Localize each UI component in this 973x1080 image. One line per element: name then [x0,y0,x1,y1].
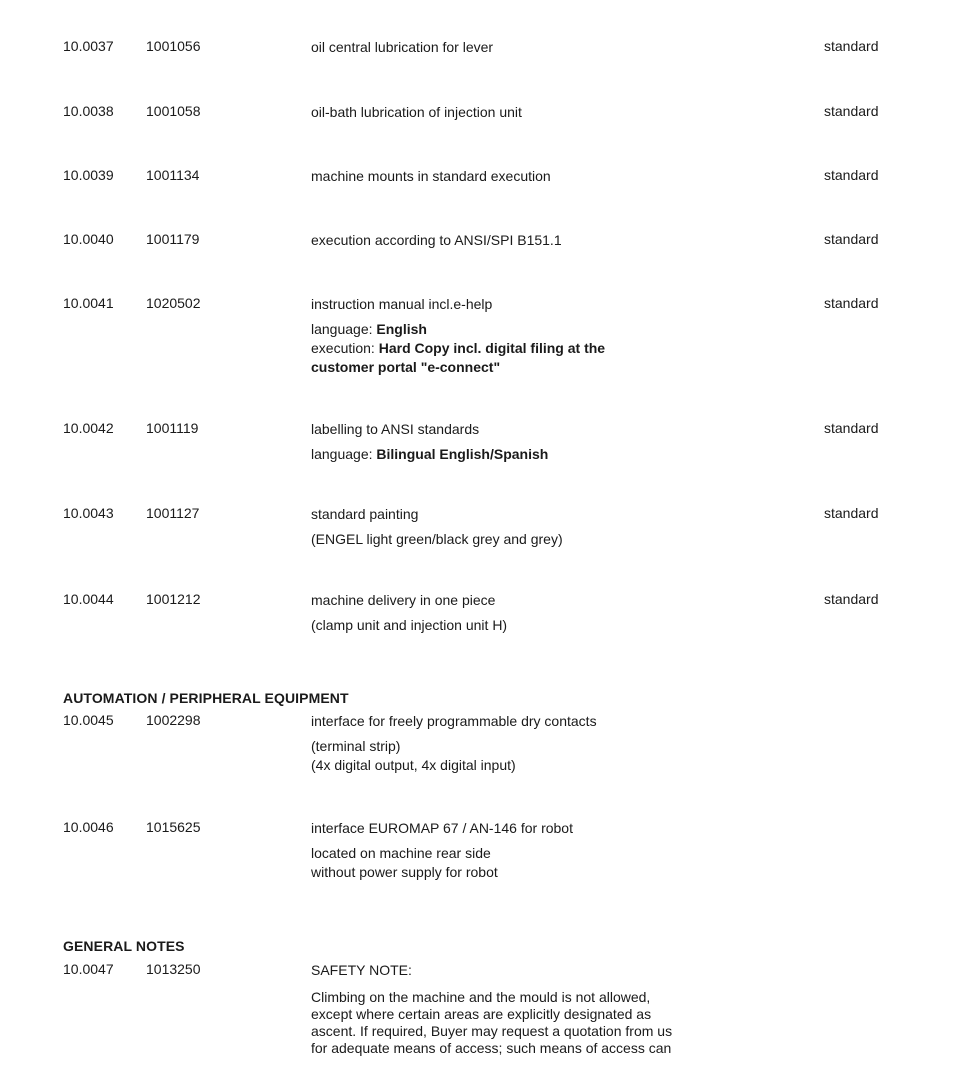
article-code: 1001127 [146,505,200,521]
position-number: 10.0039 [63,167,114,183]
paragraph-line: except where certain areas are explicitly designated as [311,1006,652,1022]
description-text: execution according to ANSI/SPI B151.1 [311,232,562,248]
description-text: labelling to ANSI standards [311,421,480,437]
position-number: 10.0042 [63,420,114,436]
language-label: language: [311,321,377,337]
description-text: interface EUROMAP 67 / AN-146 for robot [311,820,573,836]
article-code: 1001056 [146,38,201,54]
position-number: 10.0044 [63,591,114,607]
position-number: 10.0038 [63,103,114,119]
status-text: standard [824,505,879,521]
paragraph-line: Climbing on the machine and the mould is not allowed, [311,989,651,1005]
article-code: 1001058 [146,103,201,119]
description [311,712,741,775]
description-text: interface for freely programmable dry contacts [311,713,597,729]
position-number: 10.0041 [63,295,114,311]
article-code: 1001119 [146,420,199,436]
position-number: 10.0043 [63,505,114,521]
description-details [311,320,741,377]
language-line [311,445,741,464]
language-value: English [376,321,427,337]
description-details [311,616,741,635]
status-text: standard [824,38,879,54]
position-number: 10.0037 [63,38,114,54]
execution-line [311,339,741,358]
section-heading-general-notes: GENERAL NOTES [63,938,185,954]
note-line: without power supply for robot [311,864,498,880]
article-code: 1002298 [146,712,201,728]
language-label: language: [311,446,377,462]
language-value: Bilingual English/Spanish [376,446,549,462]
description-text: machine delivery in one piece [311,592,496,608]
section-heading-automation: AUTOMATION / PERIPHERAL EQUIPMENT [63,690,349,706]
status-text: standard [824,420,879,436]
execution-label: execution: [311,340,379,356]
description [311,103,741,122]
execution-line-2 [311,358,741,377]
description-text: standard painting [311,506,419,522]
safety-paragraph [311,989,741,1057]
position-number: 10.0040 [63,231,114,247]
note-line: located on machine rear side [311,845,491,861]
description [311,420,741,464]
position-number: 10.0047 [63,961,114,977]
description-details [311,445,741,464]
article-code: 1001179 [146,231,200,247]
description-details [311,530,741,549]
description-details [311,844,741,882]
execution-value: Hard Copy incl. digital filing at the [378,340,606,356]
status-text: standard [824,295,879,311]
description [311,591,741,635]
execution-value-cont: customer portal "e-connect" [311,359,501,375]
description-text: instruction manual incl.e-help [311,296,493,312]
note-line: (ENGEL light green/black grey and grey) [311,531,563,547]
position-number: 10.0045 [63,712,114,728]
article-code: 1001134 [146,167,200,183]
description [311,819,741,882]
description [311,38,741,57]
article-code: 1013250 [146,961,201,977]
description [311,167,741,186]
article-code: 1020502 [146,295,201,311]
note-line: (4x digital output, 4x digital input) [311,757,516,773]
status-text: standard [824,167,879,183]
description [311,961,741,1057]
description [311,505,741,549]
article-code: 1015625 [146,819,201,835]
description-text: oil-bath lubrication of injection unit [311,104,522,120]
paragraph-line: ascent. If required, Buyer may request a quotation from us [311,1023,673,1039]
note-line: (clamp unit and injection unit H) [311,617,508,633]
status-text: standard [824,231,879,247]
position-number: 10.0046 [63,819,114,835]
description-text: SAFETY NOTE: [311,962,412,978]
description [311,295,741,377]
status-text: standard [824,103,879,119]
status-text: standard [824,591,879,607]
paragraph-line: for adequate means of access; such means of access can [311,1040,672,1056]
note-line: (terminal strip) [311,738,401,754]
article-code: 1001212 [146,591,201,607]
description [311,231,741,250]
description-text: oil central lubrication for lever [311,39,494,55]
description-details [311,737,741,775]
description-text: machine mounts in standard execution [311,168,551,184]
language-line [311,320,741,339]
